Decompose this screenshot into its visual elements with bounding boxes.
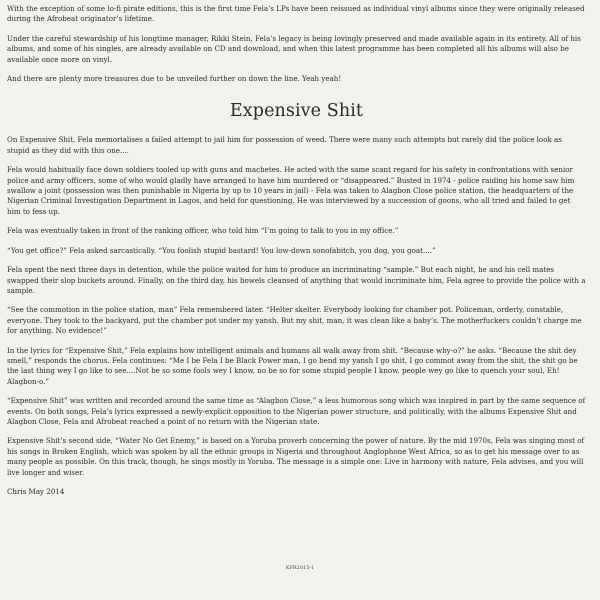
- body-paragraph-8: “Expensive Shit” was written and recorded around the same time as “Alagbon Close,” a less humorous song which was inspired in part by the same sequence of events. On both songs, Fela’s lyrics expressed a newly-explicit opposition to the Nigerian power structure, and politically, with the albums Expensive Shit and Alagbon Close, Fela and Afrobeat reached a point of no return with the Nigerian state.: [7, 396, 586, 426]
- body-paragraph-2: Fela would habitually face down soldiers tooled up with guns and machetes. He acted with the same scant regard for his safety in confrontations with senior police and army officers, some of who would gladly have arranged to have him murdered or “disappeared.” Busted in 1974 - police raiding his home saw him swallow a joint (possession was then punishable in Nigeria by up to 10 years in jail) - Fela was taken to Alagbon Close police station, the headquarters of the Nigerian Criminal Investigation Department in Lagos, and held for questioning. He was interviewed by a succession of goons, who all tried and failed to get him to fess up.: [7, 165, 575, 216]
- body-paragraph-9: Expensive Shit’s second side, “Water No Get Enemy,” is based on a Yoruba proverb concerning the power of nature. By the mid 1970s, Fela was singing most of his songs in Broken English, which was spoken by all the ethnic groups in Nigeria and throughout Anglophone West Africa, so as to get his message over to as many people as possible. On this track, though, he sings mostly in Yoruba. The message is a simple one: Live in harmony with nature, Fela advises, and you will live longer and wiser.: [7, 436, 585, 477]
- catalog-number: KFR2015-1: [285, 565, 315, 571]
- intro-paragraph-1: With the exception of some lo-fi pirate editions, this is the first time Fela’s LPs have been reissued as individual vinyl albums since they were originally released during the Afrobeat originator’s lifetime.: [7, 4, 585, 24]
- body-paragraph-7: In the lyrics for “Expensive Shit,” Fela explains how intelligent animals and humans all walk away from shit. “Because why-o?” he asks. “Because the shit dey smell,” responds the chorus. Fela continues: “Me I be Fela I be Black Power man, I go bend my yansh I go shit, I go commot away from the shit, the shit go be the last thing wey I go like to see....Not be so some fools wey I know, no be so for some stupid people I know, people wey go like to quench your soul, Eh! Alagbon-o.”: [7, 345, 578, 386]
- body-paragraph-5: Fela spent the next three days in detention, while the police waited for him to produce an incriminating “sample.” But each night, he and his cell mates swapped their slop buckets around. Finally, on the third day, his bowels cleansed of anything that would incriminate him, Fela agree to provide the police with a sample.: [7, 265, 586, 295]
- intro-paragraph-2: Under the careful stewardship of his longtime manager, Rikki Stein, Fela’s legacy is being lovingly preserved and made available again in its entirety. All of his albums, and some of his singles, are already available on CD and download, and when this latest programme has been completed all his albums will also be available once more on vinyl.: [7, 33, 581, 64]
- body-paragraph-1: On Expensive Shit, Fela memorialises a failed attempt to jail him for possession of weed. There were many such attempts but rarely did the police look as stupid as they did with this one....: [7, 135, 562, 155]
- article-title: Expensive Shit: [229, 101, 364, 122]
- body-paragraph-6: “See the commotion in the police station, man” Fela remembered later. “Helter skelter. Everybody looking for chamber pot. Policeman, orderly, constable, everyone. They took to the backyard, put the chamber pot under my yansh. But my shit, man, it was clean like a baby’s. The motherfuckers couldn’t charge me for anything. No evidence!”: [7, 305, 582, 336]
- intro-paragraph-3: And there are plenty more treasures due to be unveiled further on down the line. Yeah yeah!: [7, 74, 342, 84]
- author-signature: Chris May 2014: [7, 487, 65, 496]
- body-paragraph-4: “You get office?” Fela asked sarcastically. “You foolish stupid bastard! You low-down sonofabitch, you dog, you goat....”: [7, 245, 436, 255]
- body-paragraph-3: Fela was eventually taken in front of the ranking officer, who told him “I’m going to talk to you in my office.”: [7, 226, 399, 236]
